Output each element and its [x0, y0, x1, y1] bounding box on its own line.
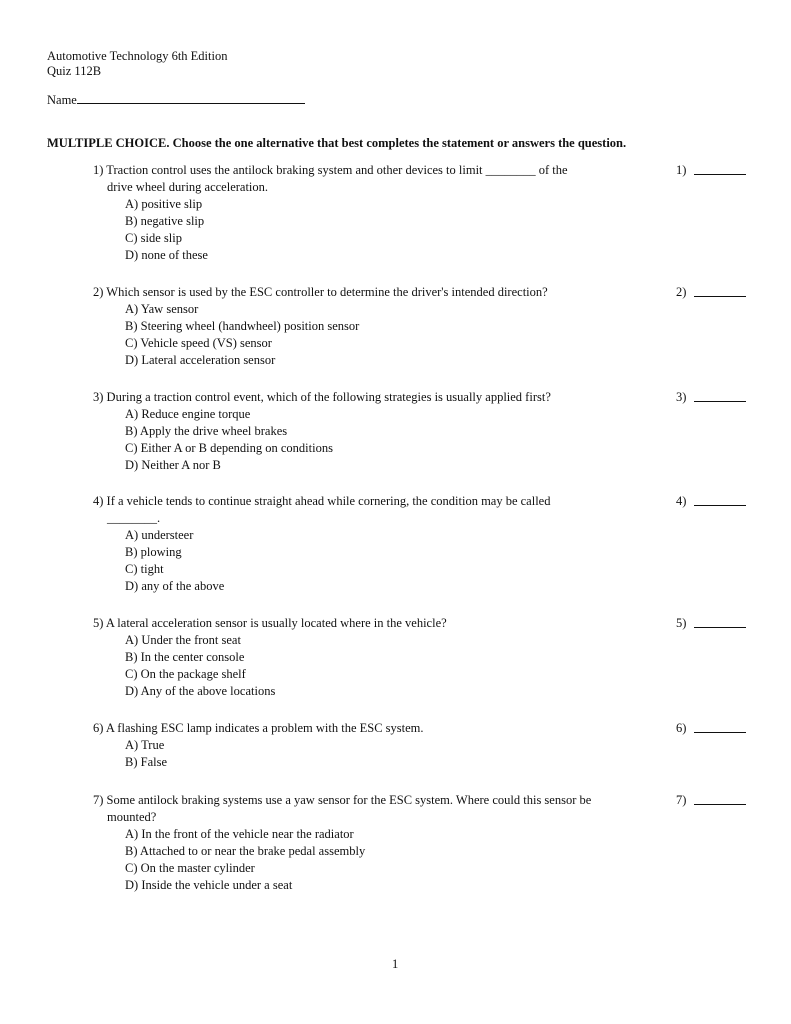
page-number: 1 — [392, 957, 399, 971]
answer-blank-line — [694, 296, 746, 297]
answer-number: 5) — [676, 616, 687, 630]
quiz-id: Quiz 112B — [47, 64, 102, 78]
answer-option: A) Reduce engine torque — [125, 407, 251, 421]
question-5 — [93, 615, 653, 700]
answer-option: B) Apply the drive wheel brakes — [125, 424, 288, 438]
answer-number: 7) — [676, 793, 687, 807]
name-field — [47, 91, 305, 109]
name-label: Name — [47, 93, 77, 107]
document-title: Automotive Technology 6th Edition — [47, 49, 228, 63]
answer-option: D) Lateral acceleration sensor — [125, 353, 276, 367]
answer-slot — [676, 720, 686, 737]
name-blank-line — [77, 91, 305, 104]
question-stem: 5) A lateral acceleration sensor is usually located where in the vehicle? — [93, 616, 447, 630]
answer-option: B) Attached to or near the brake pedal assembly — [125, 844, 366, 858]
answer-slot — [676, 792, 686, 809]
answer-number: 3) — [676, 390, 687, 404]
answer-option: B) negative slip — [125, 214, 205, 228]
answer-option: D) none of these — [125, 248, 208, 262]
answer-option: C) Either A or B depending on conditions — [125, 441, 333, 455]
answer-option: A) Yaw sensor — [125, 302, 199, 316]
question-stem: ________. — [107, 511, 161, 525]
answer-slot — [676, 389, 686, 406]
answer-number: 4) — [676, 494, 687, 508]
answer-option: A) Under the front seat — [125, 633, 241, 647]
section-instructions: MULTIPLE CHOICE. Choose the one alternative that best completes the statement or answers the question. — [47, 136, 627, 150]
question-stem: mounted? — [107, 810, 157, 824]
answer-option: A) positive slip — [125, 197, 203, 211]
question-stem: 6) A flashing ESC lamp indicates a problem with the ESC system. — [93, 721, 424, 735]
answer-option: C) On the package shelf — [125, 667, 246, 681]
answer-option: C) side slip — [125, 231, 182, 245]
answer-blank-line — [694, 174, 746, 175]
answer-slot — [676, 162, 686, 179]
question-6 — [93, 720, 653, 771]
answer-option: B) False — [125, 755, 168, 769]
answer-option: B) In the center console — [125, 650, 245, 664]
answer-blank-line — [694, 505, 746, 506]
answer-blank-line — [694, 627, 746, 628]
question-stem: 3) During a traction control event, which of the following strategies is usually applied first? — [93, 390, 551, 404]
answer-option: D) Any of the above locations — [125, 684, 276, 698]
answer-slot — [676, 615, 686, 632]
answer-slot — [676, 493, 686, 510]
question-stem: 2) Which sensor is used by the ESC controller to determine the driver's intended direction? — [93, 285, 548, 299]
question-stem: 1) Traction control uses the antilock braking system and other devices to limit ________ of the — [93, 163, 568, 177]
answer-blank-line — [694, 401, 746, 402]
question-stem: drive wheel during acceleration. — [107, 180, 269, 194]
answer-option: A) True — [125, 738, 165, 752]
answer-slot — [676, 284, 686, 301]
answer-option: D) Neither A nor B — [125, 458, 221, 472]
answer-option: C) On the master cylinder — [125, 861, 255, 875]
answer-option: B) plowing — [125, 545, 182, 559]
answer-option: B) Steering wheel (handwheel) position sensor — [125, 319, 360, 333]
answer-number: 6) — [676, 721, 687, 735]
answer-number: 2) — [676, 285, 687, 299]
question-1 — [93, 162, 653, 264]
answer-option: C) tight — [125, 562, 164, 576]
answer-option: D) any of the above — [125, 579, 225, 593]
question-stem: 4) If a vehicle tends to continue straight ahead while cornering, the condition may be called — [93, 494, 551, 508]
answer-option: A) understeer — [125, 528, 194, 542]
question-stem: 7) Some antilock braking systems use a yaw sensor for the ESC system. Where could this sensor be — [93, 793, 592, 807]
answer-blank-line — [694, 732, 746, 733]
answer-option: C) Vehicle speed (VS) sensor — [125, 336, 272, 350]
question-7 — [93, 792, 653, 894]
answer-number: 1) — [676, 163, 687, 177]
question-2 — [93, 284, 653, 369]
answer-option: D) Inside the vehicle under a seat — [125, 878, 293, 892]
answer-blank-line — [694, 804, 746, 805]
question-4 — [93, 493, 653, 595]
answer-option: A) In the front of the vehicle near the radiator — [125, 827, 354, 841]
question-3 — [93, 389, 653, 474]
